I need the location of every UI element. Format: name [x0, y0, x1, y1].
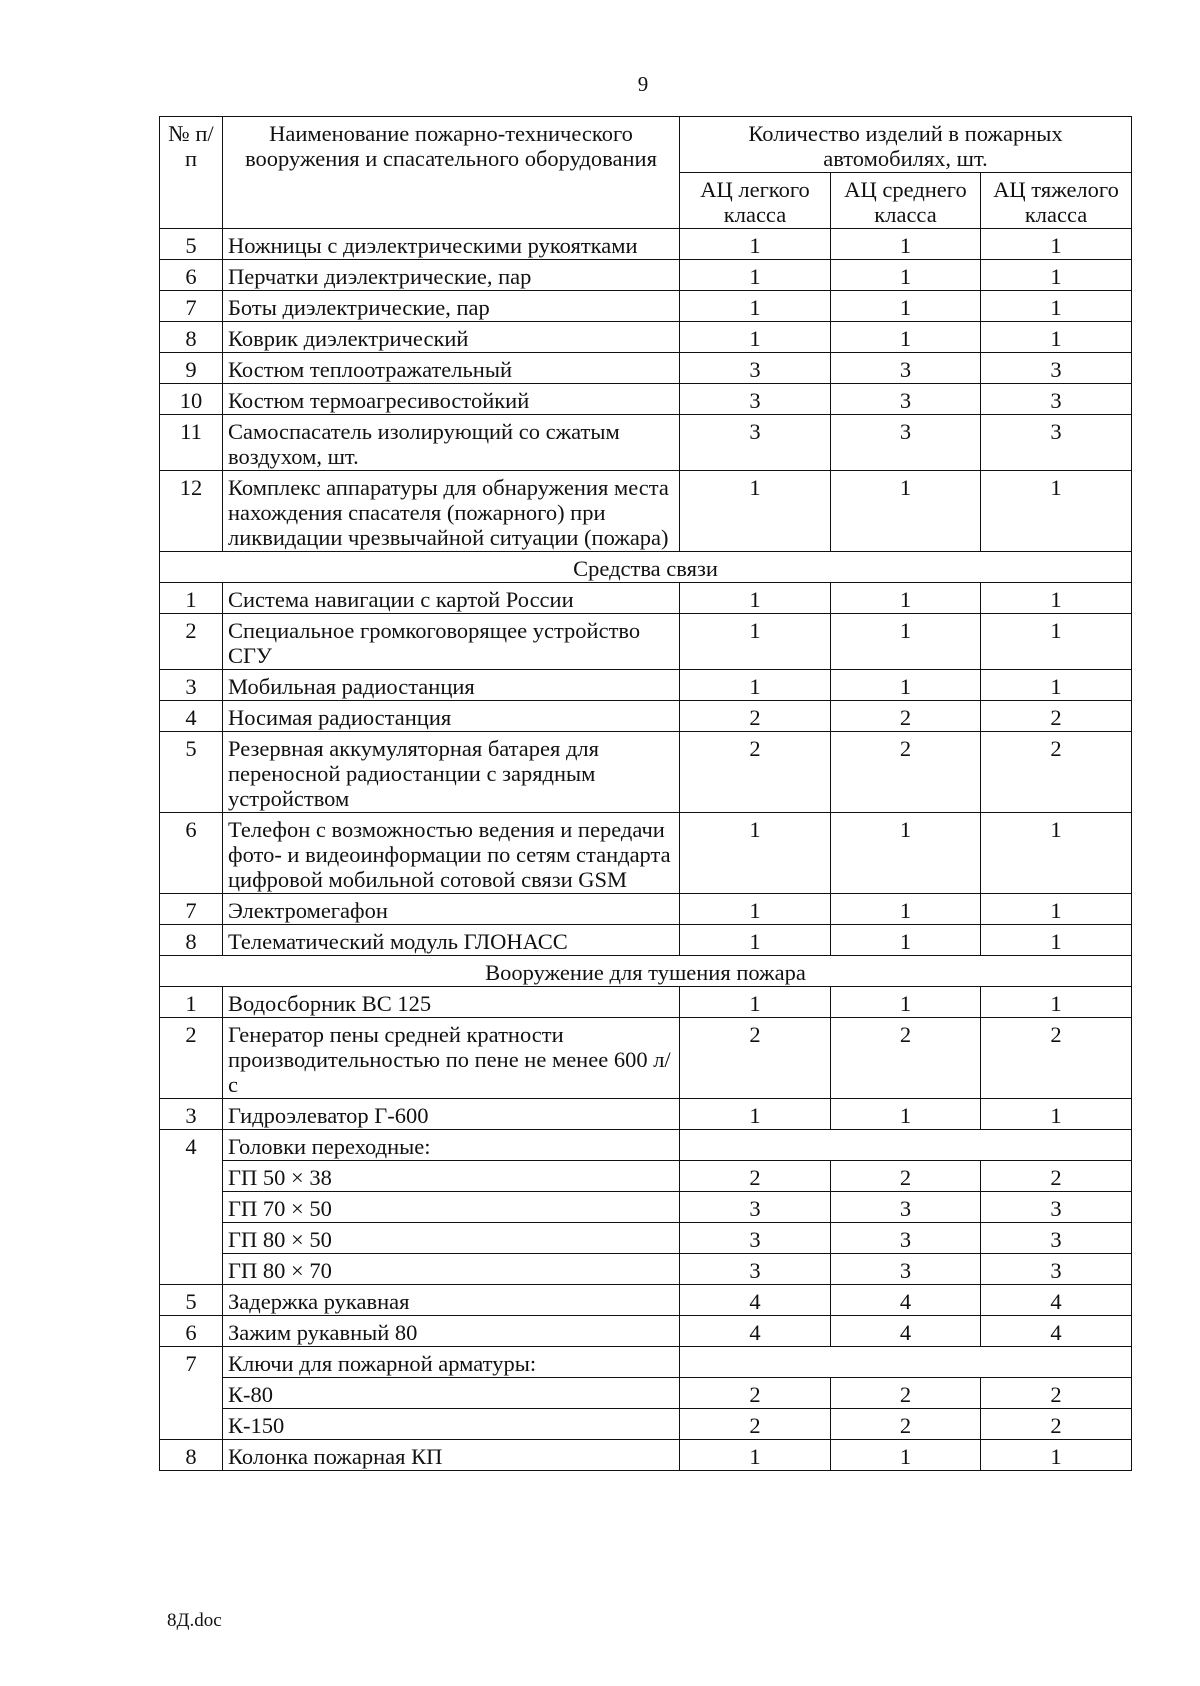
sub-row [160, 1409, 1132, 1440]
table-row [160, 260, 1132, 291]
table-row [160, 1130, 1132, 1161]
qty-heavy: 1 [981, 1440, 1132, 1471]
group-name: Ключи для пожарной арматуры: [223, 1347, 680, 1378]
qty-medium: 1 [831, 894, 981, 925]
sub-item-name: ГП 50 × 38 [223, 1161, 680, 1192]
qty-medium: 1 [831, 583, 981, 614]
row-number: 3 [160, 1099, 223, 1130]
qty-light: 1 [680, 260, 831, 291]
qty-medium: 3 [831, 1254, 981, 1285]
table-row [160, 384, 1132, 415]
table-body [160, 229, 1132, 1471]
qty-medium: 2 [831, 1161, 981, 1192]
qty-medium: 1 [831, 260, 981, 291]
item-name: Комплекс аппаратуры для обнаружения места нахождения спасателя (пожарного) при ликвидации чрезвычайной ситуации (пожара) [223, 471, 680, 552]
table-row [160, 1440, 1132, 1471]
qty-light: 2 [680, 1378, 831, 1409]
header-light: АЦ легкого класса [680, 173, 831, 229]
table-header [160, 117, 1132, 229]
table-row [160, 732, 1132, 813]
table-row [160, 1316, 1132, 1347]
row-number: 5 [160, 1285, 223, 1316]
row-number: 10 [160, 384, 223, 415]
qty-medium: 1 [831, 291, 981, 322]
qty-heavy: 2 [981, 1378, 1132, 1409]
qty-medium: 4 [831, 1285, 981, 1316]
row-number: 3 [160, 670, 223, 701]
item-name: Перчатки диэлектрические, пар [223, 260, 680, 291]
qty-medium: 2 [831, 1409, 981, 1440]
qty-heavy: 3 [981, 353, 1132, 384]
qty-heavy: 3 [981, 384, 1132, 415]
header-name: Наименование пожарно-технического вооружения и спасательного оборудования [223, 117, 680, 229]
sub-item-name: ГП 80 × 70 [223, 1254, 680, 1285]
qty-light: 1 [680, 813, 831, 894]
qty-medium: 2 [831, 1378, 981, 1409]
qty-light: 3 [680, 1223, 831, 1254]
qty-light: 1 [680, 583, 831, 614]
qty-heavy: 2 [981, 701, 1132, 732]
table-row [160, 925, 1132, 956]
item-name: Колонка пожарная КП [223, 1440, 680, 1471]
item-name: Зажим рукавный 80 [223, 1316, 680, 1347]
qty-heavy: 1 [981, 583, 1132, 614]
item-name: Носимая радиостанция [223, 701, 680, 732]
qty-heavy: 3 [981, 1254, 1132, 1285]
header-heavy: АЦ тяжелого класса [981, 173, 1132, 229]
item-name: Генератор пены средней кратности производительностью по пене не менее 600 л/с [223, 1018, 680, 1099]
qty-heavy: 1 [981, 291, 1132, 322]
table-row [160, 583, 1132, 614]
qty-medium: 1 [831, 471, 981, 552]
row-number: 4 [160, 701, 223, 732]
item-name: Самоспасатель изолирующий со сжатым воздухом, шт. [223, 415, 680, 471]
qty-heavy: 2 [981, 1018, 1132, 1099]
row-number: 4 [160, 1130, 223, 1285]
qty-heavy: 1 [981, 670, 1132, 701]
qty-light: 1 [680, 894, 831, 925]
sub-item-name: К-80 [223, 1378, 680, 1409]
item-name: Телефон с возможностью ведения и передачи фото- и видеоинформации по сетям стандарта цифровой мобильной сотовой связи GSM [223, 813, 680, 894]
qty-medium: 2 [831, 1018, 981, 1099]
qty-medium: 1 [831, 1440, 981, 1471]
qty-heavy: 2 [981, 1409, 1132, 1440]
qty-medium: 1 [831, 813, 981, 894]
row-number: 1 [160, 987, 223, 1018]
qty-heavy: 1 [981, 322, 1132, 353]
table-row [160, 291, 1132, 322]
group-empty-cell [680, 1347, 1132, 1378]
sub-row [160, 1378, 1132, 1409]
item-name: Электромегафон [223, 894, 680, 925]
row-number: 6 [160, 813, 223, 894]
table-row [160, 229, 1132, 260]
table-row [160, 322, 1132, 353]
qty-heavy: 1 [981, 229, 1132, 260]
qty-medium: 1 [831, 987, 981, 1018]
sub-item-name: ГП 70 × 50 [223, 1192, 680, 1223]
row-number: 8 [160, 1440, 223, 1471]
row-number: 6 [160, 1316, 223, 1347]
table-row [160, 353, 1132, 384]
item-name: Резервная аккумуляторная батарея для переносной радиостанции с зарядным устройством [223, 732, 680, 813]
qty-light: 1 [680, 614, 831, 670]
qty-light: 2 [680, 732, 831, 813]
sub-row [160, 1192, 1132, 1223]
qty-light: 3 [680, 353, 831, 384]
row-number: 7 [160, 894, 223, 925]
qty-light: 2 [680, 1409, 831, 1440]
item-name: Мобильная радиостанция [223, 670, 680, 701]
qty-light: 1 [680, 987, 831, 1018]
item-name: Костюм теплоотражательный [223, 353, 680, 384]
sub-item-name: К-150 [223, 1409, 680, 1440]
qty-light: 2 [680, 701, 831, 732]
table-row [160, 415, 1132, 471]
qty-light: 4 [680, 1285, 831, 1316]
header-quantity: Количество изделий в пожарных автомобилях, шт. [680, 117, 1132, 173]
qty-medium: 1 [831, 614, 981, 670]
table-row [160, 1099, 1132, 1130]
row-number: 2 [160, 614, 223, 670]
table-row [160, 1347, 1132, 1378]
qty-light: 1 [680, 1099, 831, 1130]
page-number: 9 [637, 72, 649, 96]
row-number: 1 [160, 583, 223, 614]
item-name: Задержка рукавная [223, 1285, 680, 1316]
sub-row [160, 1223, 1132, 1254]
row-number: 5 [160, 229, 223, 260]
sub-item-name: ГП 80 × 50 [223, 1223, 680, 1254]
row-number: 8 [160, 925, 223, 956]
qty-heavy: 1 [981, 925, 1132, 956]
qty-light: 1 [680, 1440, 831, 1471]
table-row [160, 471, 1132, 552]
table-row [160, 813, 1132, 894]
qty-medium: 1 [831, 322, 981, 353]
file-name-footer: 8Д.doc [167, 1610, 222, 1631]
section-title: Вооружение для тушения пожара [160, 956, 1132, 987]
qty-medium: 3 [831, 415, 981, 471]
qty-medium: 3 [831, 353, 981, 384]
qty-light: 3 [680, 1254, 831, 1285]
row-number: 9 [160, 353, 223, 384]
qty-heavy: 3 [981, 415, 1132, 471]
qty-medium: 1 [831, 925, 981, 956]
qty-light: 4 [680, 1316, 831, 1347]
qty-heavy: 1 [981, 894, 1132, 925]
qty-light: 1 [680, 322, 831, 353]
group-empty-cell [680, 1130, 1132, 1161]
row-number: 7 [160, 291, 223, 322]
qty-heavy: 4 [981, 1285, 1132, 1316]
row-number: 7 [160, 1347, 223, 1440]
row-number: 6 [160, 260, 223, 291]
qty-heavy: 1 [981, 471, 1132, 552]
table-row [160, 614, 1132, 670]
table-row [160, 1285, 1132, 1316]
qty-light: 2 [680, 1161, 831, 1192]
qty-medium: 2 [831, 701, 981, 732]
table-row [160, 670, 1132, 701]
item-name: Боты диэлектрические, пар [223, 291, 680, 322]
qty-heavy: 4 [981, 1316, 1132, 1347]
row-number: 11 [160, 415, 223, 471]
qty-heavy: 3 [981, 1223, 1132, 1254]
item-name: Коврик диэлектрический [223, 322, 680, 353]
table-row [160, 894, 1132, 925]
qty-heavy: 1 [981, 987, 1132, 1018]
row-number: 5 [160, 732, 223, 813]
qty-light: 3 [680, 1192, 831, 1223]
qty-light: 1 [680, 925, 831, 956]
table-row [160, 701, 1132, 732]
item-name: Ножницы с диэлектрическими рукоятками [223, 229, 680, 260]
header-medium: АЦ среднего класса [831, 173, 981, 229]
equipment-table [159, 116, 1132, 1471]
qty-heavy: 1 [981, 1099, 1132, 1130]
row-number: 2 [160, 1018, 223, 1099]
table-row [160, 987, 1132, 1018]
qty-heavy: 3 [981, 1192, 1132, 1223]
qty-medium: 3 [831, 1223, 981, 1254]
section-title: Средства связи [160, 552, 1132, 583]
qty-light: 3 [680, 415, 831, 471]
sub-row [160, 1254, 1132, 1285]
section-row [160, 956, 1132, 987]
row-number: 8 [160, 322, 223, 353]
row-number: 12 [160, 471, 223, 552]
qty-heavy: 1 [981, 614, 1132, 670]
qty-medium: 1 [831, 1099, 981, 1130]
qty-light: 1 [680, 229, 831, 260]
qty-light: 1 [680, 471, 831, 552]
qty-medium: 1 [831, 670, 981, 701]
qty-heavy: 2 [981, 732, 1132, 813]
equipment-table-wrapper [159, 116, 1131, 1471]
qty-medium: 2 [831, 732, 981, 813]
qty-medium: 4 [831, 1316, 981, 1347]
table-row [160, 1018, 1132, 1099]
qty-heavy: 1 [981, 260, 1132, 291]
qty-medium: 1 [831, 229, 981, 260]
qty-medium: 3 [831, 384, 981, 415]
item-name: Система навигации с картой России [223, 583, 680, 614]
qty-light: 1 [680, 670, 831, 701]
item-name: Водосборник ВС 125 [223, 987, 680, 1018]
header-num: № п/п [160, 117, 223, 229]
qty-light: 2 [680, 1018, 831, 1099]
item-name: Специальное громкоговорящее устройство СГУ [223, 614, 680, 670]
qty-light: 1 [680, 291, 831, 322]
qty-medium: 3 [831, 1192, 981, 1223]
sub-row [160, 1161, 1132, 1192]
item-name: Телематический модуль ГЛОНАСС [223, 925, 680, 956]
qty-light: 3 [680, 384, 831, 415]
item-name: Гидроэлеватор Г-600 [223, 1099, 680, 1130]
item-name: Костюм термоагресивостойкий [223, 384, 680, 415]
qty-heavy: 2 [981, 1161, 1132, 1192]
section-row [160, 552, 1132, 583]
group-name: Головки переходные: [223, 1130, 680, 1161]
qty-heavy: 1 [981, 813, 1132, 894]
